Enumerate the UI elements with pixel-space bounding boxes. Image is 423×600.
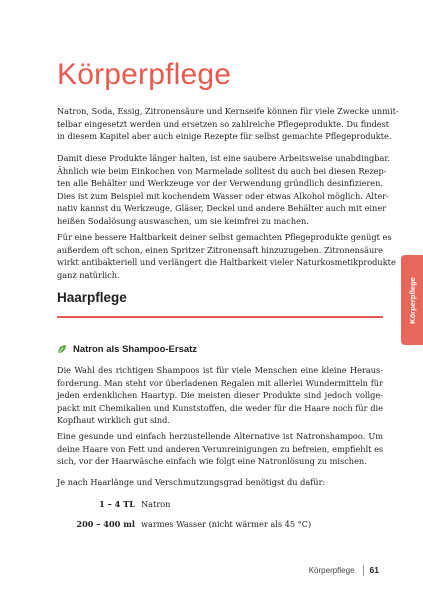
ingredient-name: warmes Wasser (nicht wärmer als 45 °C) — [141, 519, 312, 529]
text-line: packt mit Chemikalien und Kunststoffen, die weder für die Haare noch für die — [57, 402, 383, 413]
page-footer — [309, 565, 379, 576]
body-paragraph-1 — [57, 364, 383, 427]
intro-paragraph-3 — [57, 231, 396, 281]
text-line: Je nach Haarlänge und Verschmutzungsgrad benötigst du dafür: — [57, 477, 326, 487]
ingredient-quantity: 1 – 4 TL — [99, 499, 135, 509]
text-line: jeden erdenklichen Haartyp. Die meisten dieser Produkte sind jedoch vollge- — [57, 390, 383, 401]
text-line: telbar eingesetzt werden und ersetzen so zahlreiche Pflegeprodukte. Du findest — [57, 118, 390, 129]
text-line: Kopfhaut wirklich gut sind. — [57, 415, 170, 426]
subsection-heading-text: Natron als Shampoo-Ersatz — [73, 343, 198, 355]
text-line: heißen Sodalösung auswaschen, um sie keimfrei zu machen. — [57, 215, 309, 226]
intro-paragraph-2 — [57, 152, 391, 228]
text-line: Ähnlich wie beim Einkochen von Marmelade solltest du auch bei diesen Rezep- — [57, 165, 387, 176]
chapter-title: Körperpflege — [57, 58, 232, 91]
section-heading: Haarpflege — [57, 290, 127, 305]
body-paragraph-2 — [57, 430, 383, 468]
text-line: Die Wahl des richtigen Shampoos ist für viele Menschen eine kleine Heraus- — [57, 365, 383, 375]
section-divider — [57, 316, 383, 318]
text-line: Für eine bessere Haltbarkeit deiner selbst gemachten Pflegeprodukte genügt es — [57, 232, 392, 242]
running-title: Körperpflege — [308, 566, 355, 575]
ingredient-name: Natron — [141, 499, 171, 509]
leaf-icon — [57, 344, 67, 354]
side-tab-label: Körperpflege — [407, 276, 417, 324]
text-line: ganz natürlich. — [57, 269, 120, 280]
text-line: deine Haare von Fett und anderen Verunreinigungen zu befreien, empfiehlt es — [57, 443, 384, 454]
intro-paragraph-1 — [57, 105, 399, 143]
text-line: Damit diese Produkte länger halten, ist eine saubere Arbeitsweise unabdingbar. — [57, 153, 391, 163]
ingredient-quantity: 200 – 400 ml — [76, 519, 135, 529]
text-line: nativ kannst du Werkzeuge, Gläser, Deckel und andere Behälter auch mit einer — [57, 203, 387, 214]
subsection-heading — [57, 342, 197, 356]
body-paragraph-3 — [57, 476, 383, 489]
text-line: sich, vor der Haarwäsche einfach wie folgt eine Natronlösung zu mischen. — [57, 456, 367, 467]
ingredient-list — [57, 494, 383, 534]
page-number: 61 — [369, 565, 379, 575]
footer-divider — [363, 565, 364, 576]
text-line: Dies ist zum Beispiel mit kochendem Wasser oder etwas Alkohol möglich. Alter- — [57, 190, 389, 201]
ingredient-row — [57, 514, 383, 534]
text-line: Natron, Soda, Essig, Zitronensäure und Kernseife können für viele Zwecke unmit- — [57, 106, 399, 116]
text-line: forderung. Man steht vor überladenen Regalen mit allerlei Wundermitteln für — [57, 377, 383, 388]
text-line: außerdem oft schon, einen Spritzer Zitronensaft hinzuzugeben. Zitronensäure — [57, 244, 383, 255]
text-line: ten alle Behälter und Werkzeuge vor der Verwendung gründlich desinfizieren. — [57, 178, 383, 189]
chapter-side-tab — [401, 255, 423, 345]
text-line: Eine gesunde und einfach herzustellende Alternative ist Natronshampoo. Um — [57, 431, 383, 441]
text-line: wirkt antibakteriell und verlängert die Haltbarkeit vieler Naturkosmetikprodukte — [57, 257, 396, 268]
ingredient-row — [57, 494, 383, 514]
text-line: in diesem Kapitel aber auch einige Rezepte für selbst gemachte Pflegeprodukte. — [57, 131, 392, 142]
